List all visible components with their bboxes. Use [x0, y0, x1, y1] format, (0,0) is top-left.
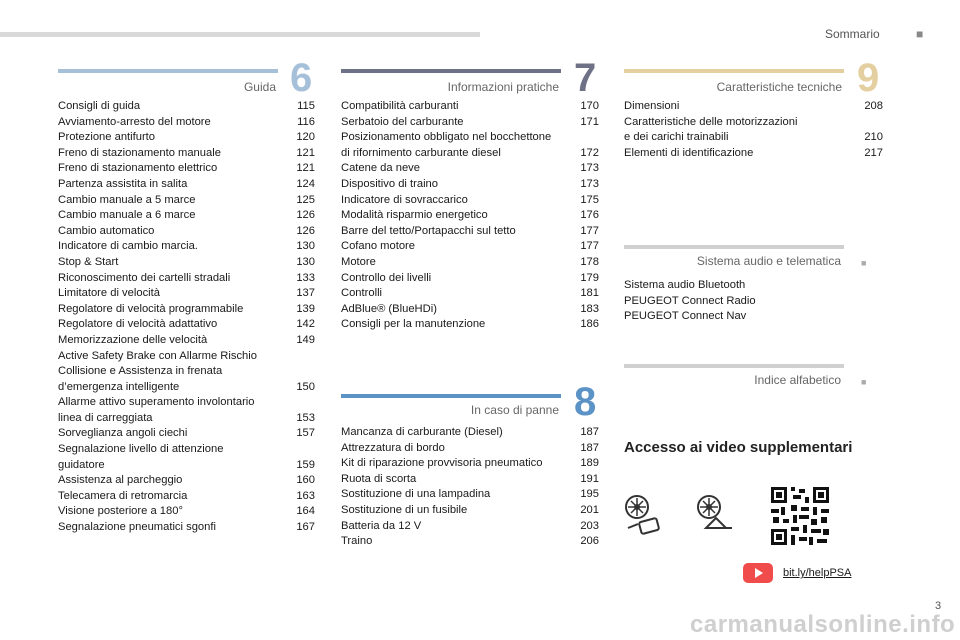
- toc-entry[interactable]: [58, 473, 315, 489]
- toc-entry[interactable]: [624, 146, 883, 162]
- toc-entry-page: 121: [296, 146, 315, 159]
- toc-entry[interactable]: [58, 115, 315, 131]
- top-divider: [0, 32, 480, 37]
- toc-entry-label: Indicatore di sovraccarico: [341, 193, 468, 206]
- qr-code-icon[interactable]: [769, 485, 831, 552]
- toc-entry-label: Sistema audio Bluetooth: [624, 279, 746, 291]
- toc-entry-label: Serbatoio del carburante: [341, 115, 464, 128]
- toc-entry-label: Memorizzazione delle velocità: [58, 333, 208, 346]
- video-link-row[interactable]: [743, 563, 851, 583]
- toc-entry[interactable]: [624, 115, 883, 146]
- toc-entry-page: 139: [296, 302, 315, 315]
- toc-entry-label: Avviamento-arresto del motore: [58, 115, 211, 128]
- toc-entry-label: Compatibilità carburanti: [341, 100, 459, 112]
- toc-entry-page: 181: [580, 287, 599, 300]
- audio-section-title: Sistema audio e telematica: [696, 254, 841, 268]
- watermark: carmanualsonline.info: [690, 611, 956, 638]
- toc-entry-label: Segnalazione livello di attenzione guidatore: [58, 443, 224, 471]
- toc-entry[interactable]: [58, 146, 315, 162]
- toc-entry[interactable]: [341, 472, 599, 488]
- toc-entry-page: 189: [580, 457, 599, 470]
- toc-entry-label: Partenza assistita in salita: [58, 177, 188, 190]
- toc-entry-label: Limitatore di velocità: [58, 287, 160, 300]
- section-9-bar: [624, 69, 844, 73]
- toc-entry-label: Indicatore di cambio marcia.: [58, 240, 198, 253]
- play-icon[interactable]: [743, 563, 773, 583]
- video-section-title: Accesso ai video supplementari: [624, 439, 853, 456]
- toc-entry[interactable]: [624, 294, 883, 310]
- toc-entry[interactable]: [58, 520, 315, 536]
- toc-entry[interactable]: [341, 286, 599, 302]
- toc-entry-label: Assistenza al parcheggio: [58, 474, 183, 487]
- toc-entry[interactable]: [624, 99, 883, 115]
- toc-entry[interactable]: [341, 115, 599, 131]
- toc-entry-page: 208: [864, 100, 883, 112]
- toc-entry[interactable]: [58, 504, 315, 520]
- toc-entry-label: Sorveglianza angoli ciechi: [58, 427, 188, 440]
- toc-entry-label: Freno di stazionamento elettrico: [58, 162, 218, 175]
- audio-section-dot: ■: [861, 258, 867, 268]
- toc-entry[interactable]: [58, 333, 315, 349]
- index-section-dot: ■: [861, 377, 867, 387]
- toc-entry-label: Controllo dei livelli: [341, 271, 432, 284]
- toc-entry-label: Cambio automatico: [58, 224, 155, 237]
- toc-entry-label: Segnalazione pneumatici sgonfi: [58, 521, 216, 534]
- video-link[interactable]: bit.ly/helpPSA: [783, 567, 852, 579]
- toc-entry[interactable]: [341, 456, 599, 472]
- toc-entry[interactable]: [58, 177, 315, 193]
- toc-entry-label: Traino: [341, 535, 373, 548]
- toc-entry-label: Visione posteriore a 180°: [58, 505, 183, 518]
- toc-entry-page: 164: [296, 505, 315, 518]
- toc-entry-page: 125: [296, 193, 315, 206]
- toc-entry[interactable]: [341, 302, 599, 318]
- toc-entry-page: 173: [580, 162, 599, 175]
- toc-entry[interactable]: [58, 426, 315, 442]
- toc-entry[interactable]: [341, 503, 599, 519]
- toc-entry-label: Posizionamento obbligato nel bocchettone di rifornimento carburante diesel: [341, 131, 552, 159]
- toc-entry-label: PEUGEOT Connect Radio: [624, 294, 756, 307]
- toc-entry-page: 170: [580, 100, 599, 112]
- toc-entry-page: 177: [580, 240, 599, 253]
- toc-entry-label: Ruota di scorta: [341, 472, 417, 485]
- toc-entry-page: 157: [296, 427, 315, 440]
- toc-entry-label: Caratteristiche delle motorizzazioni e dei carichi trainabili: [624, 115, 798, 144]
- header-dot: ■: [916, 27, 924, 41]
- toc-entry-page: 142: [296, 318, 315, 331]
- toc-entry-page: 187: [580, 426, 599, 438]
- toc-entry-label: Sostituzione di un fusibile: [341, 503, 468, 516]
- toc-entry[interactable]: [58, 193, 315, 209]
- section-7-list: [341, 99, 599, 333]
- toc-entry-label: Stop & Start: [58, 255, 119, 268]
- section-6-number: 6: [290, 56, 313, 100]
- toc-entry[interactable]: [341, 534, 599, 550]
- toc-entry[interactable]: [58, 130, 315, 146]
- audio-section-list: [624, 278, 883, 325]
- toc-entry-page: 172: [580, 146, 599, 159]
- toc-entry[interactable]: [58, 302, 315, 318]
- toc-entry[interactable]: [341, 130, 599, 161]
- toc-entry-label: Cambio manuale a 6 marce: [58, 209, 196, 222]
- toc-entry-page: 130: [296, 255, 315, 268]
- toc-entry-page: 203: [580, 519, 599, 532]
- section-7-bar: [341, 69, 561, 73]
- toc-entry[interactable]: [341, 441, 599, 457]
- toc-entry-label: Kit di riparazione provvisoria pneumatico: [341, 457, 543, 470]
- toc-entry[interactable]: [341, 99, 599, 115]
- toc-entry[interactable]: [341, 224, 599, 240]
- toc-entry-page: 150: [296, 380, 315, 393]
- toc-entry[interactable]: [341, 208, 599, 224]
- toc-entry-page: 133: [296, 271, 315, 284]
- toc-entry-page: 160: [296, 474, 315, 487]
- toc-entry-page: 179: [580, 271, 599, 284]
- toc-entry-label: Consigli di guida: [58, 100, 141, 112]
- toc-entry-page: 201: [580, 503, 599, 516]
- toc-entry-label: Controlli: [341, 287, 383, 300]
- section-6-bar: [58, 69, 278, 73]
- toc-entry-label: Catene da neve: [341, 162, 420, 175]
- section-8-title: In caso di panne: [470, 403, 559, 417]
- toc-entry-page: 173: [580, 177, 599, 190]
- toc-entry-label: Regolatore di velocità adattativo: [58, 318, 218, 331]
- toc-entry[interactable]: [341, 177, 599, 193]
- toc-entry-label: Attrezzatura di bordo: [341, 441, 445, 454]
- toc-entry-label: Freno di stazionamento manuale: [58, 146, 221, 159]
- toc-entry-label: Dispositivo di traino: [341, 177, 439, 190]
- toc-entry-label: Telecamera di retromarcia: [58, 489, 188, 502]
- toc-entry[interactable]: [58, 224, 315, 240]
- toc-entry-page: 120: [296, 131, 315, 144]
- toc-entry-page: 183: [580, 302, 599, 315]
- toc-entry-label: Elementi di identificazione: [624, 146, 754, 159]
- section-8-list: [341, 425, 599, 550]
- section-8-number: 8: [574, 380, 597, 424]
- toc-entry-page: 124: [296, 177, 315, 190]
- toc-entry[interactable]: [341, 271, 599, 287]
- toc-entry-label: Regolatore di velocità programmabile: [58, 302, 244, 315]
- toc-entry-page: 187: [580, 441, 599, 454]
- page-number: 3: [935, 600, 942, 612]
- toc-entry[interactable]: [341, 317, 599, 333]
- toc-entry-page: 121: [296, 162, 315, 175]
- toc-entry-label: Riconoscimento dei cartelli stradali: [58, 271, 231, 284]
- toc-entry-page: 217: [864, 146, 883, 159]
- toc-entry[interactable]: [58, 317, 315, 333]
- section-9-list: [624, 99, 883, 161]
- toc-entry-page: 126: [296, 209, 315, 222]
- toc-entry-page: 149: [296, 333, 315, 346]
- toc-entry-label: Consigli per la manutenzione: [341, 318, 486, 331]
- toc-entry-label: Cofano motore: [341, 240, 416, 253]
- toc-entry[interactable]: [58, 271, 315, 287]
- toc-entry-page: 206: [580, 535, 599, 548]
- toc-entry[interactable]: [58, 489, 315, 505]
- toc-entry-label: Allarme attivo superamento involontario linea di carreggiata: [58, 396, 255, 424]
- toc-entry-page: 195: [580, 488, 599, 501]
- toc-entry-page: 116: [297, 115, 315, 128]
- toc-entry[interactable]: [58, 349, 315, 396]
- toc-entry[interactable]: [58, 161, 315, 177]
- section-7-number: 7: [574, 56, 597, 100]
- toc-entry[interactable]: [58, 99, 315, 115]
- toc-entry-label: Batteria da 12 V: [341, 519, 422, 532]
- toc-entry-page: 210: [864, 131, 883, 144]
- toc-entry-page: 191: [580, 472, 599, 485]
- toc-entry[interactable]: [58, 255, 315, 271]
- toc-entry[interactable]: [341, 425, 599, 441]
- index-section-title: Indice alfabetico: [754, 373, 841, 387]
- toc-entry[interactable]: [58, 208, 315, 224]
- toc-entry-label: Mancanza di carburante (Diesel): [341, 426, 503, 438]
- toc-entry-page: 115: [297, 100, 315, 112]
- toc-entry[interactable]: [341, 161, 599, 177]
- toc-entry-page: 178: [580, 255, 599, 268]
- toc-entry-label: Barre del tetto/Portapacchi sul tetto: [341, 224, 516, 237]
- toc-entry-page: 176: [580, 209, 599, 222]
- toc-entry[interactable]: [624, 278, 883, 294]
- index-section-bar: [624, 364, 844, 368]
- toc-entry[interactable]: [58, 286, 315, 302]
- section-7-title: Informazioni pratiche: [447, 80, 559, 94]
- toc-entry[interactable]: [341, 239, 599, 255]
- toc-entry-page: 177: [580, 224, 599, 237]
- toc-entry-page: 175: [580, 193, 599, 206]
- toc-entry-page: 130: [296, 240, 315, 253]
- toc-entry-label: AdBlue® (BlueHDi): [341, 302, 437, 315]
- toc-entry-page: 186: [580, 318, 599, 331]
- toc-entry-page: 153: [296, 411, 315, 424]
- toc-entry-page: 126: [296, 224, 315, 237]
- toc-entry-page: 159: [296, 458, 315, 471]
- toc-entry-page: 171: [580, 115, 599, 128]
- section-8-bar: [341, 394, 561, 398]
- toc-entry-label: Dimensioni: [624, 100, 680, 112]
- toc-entry-label: Protezione antifurto: [58, 131, 156, 144]
- toc-entry[interactable]: [58, 442, 315, 473]
- toc-entry[interactable]: [341, 255, 599, 271]
- toc-entry[interactable]: [58, 239, 315, 255]
- section-6-list: [58, 99, 315, 536]
- toc-entry[interactable]: [341, 487, 599, 503]
- section-9-number: 9: [857, 56, 880, 100]
- toc-entry-label: Motore: [341, 255, 376, 268]
- toc-entry-label: PEUGEOT Connect Nav: [624, 310, 747, 323]
- toc-entry-page: 163: [296, 489, 315, 502]
- toc-entry[interactable]: [624, 309, 883, 325]
- toc-entry-label: Modalità risparmio energetico: [341, 209, 488, 222]
- section-6-title: Guida: [243, 80, 276, 94]
- toc-entry-label: Sostituzione di una lampadina: [341, 488, 491, 501]
- toc-entry[interactable]: [58, 395, 315, 426]
- audio-section-bar: [624, 245, 844, 249]
- toc-entry-label: Cambio manuale a 5 marce: [58, 193, 196, 206]
- toc-entry[interactable]: [341, 193, 599, 209]
- toc-entry-label: Active Safety Brake con Allarme Rischio Collisione e Assistenza in frenata d’emergenza intelligente: [58, 349, 257, 393]
- toc-entry-page: 137: [296, 287, 315, 300]
- section-9-title: Caratteristiche tecniche: [716, 80, 842, 94]
- page-title: Sommario: [825, 27, 880, 41]
- toc-entry-page: 167: [296, 521, 315, 534]
- jack-wheel-icon: [696, 494, 736, 539]
- wheel-kit-icon: [624, 494, 666, 543]
- toc-entry[interactable]: [341, 519, 599, 535]
